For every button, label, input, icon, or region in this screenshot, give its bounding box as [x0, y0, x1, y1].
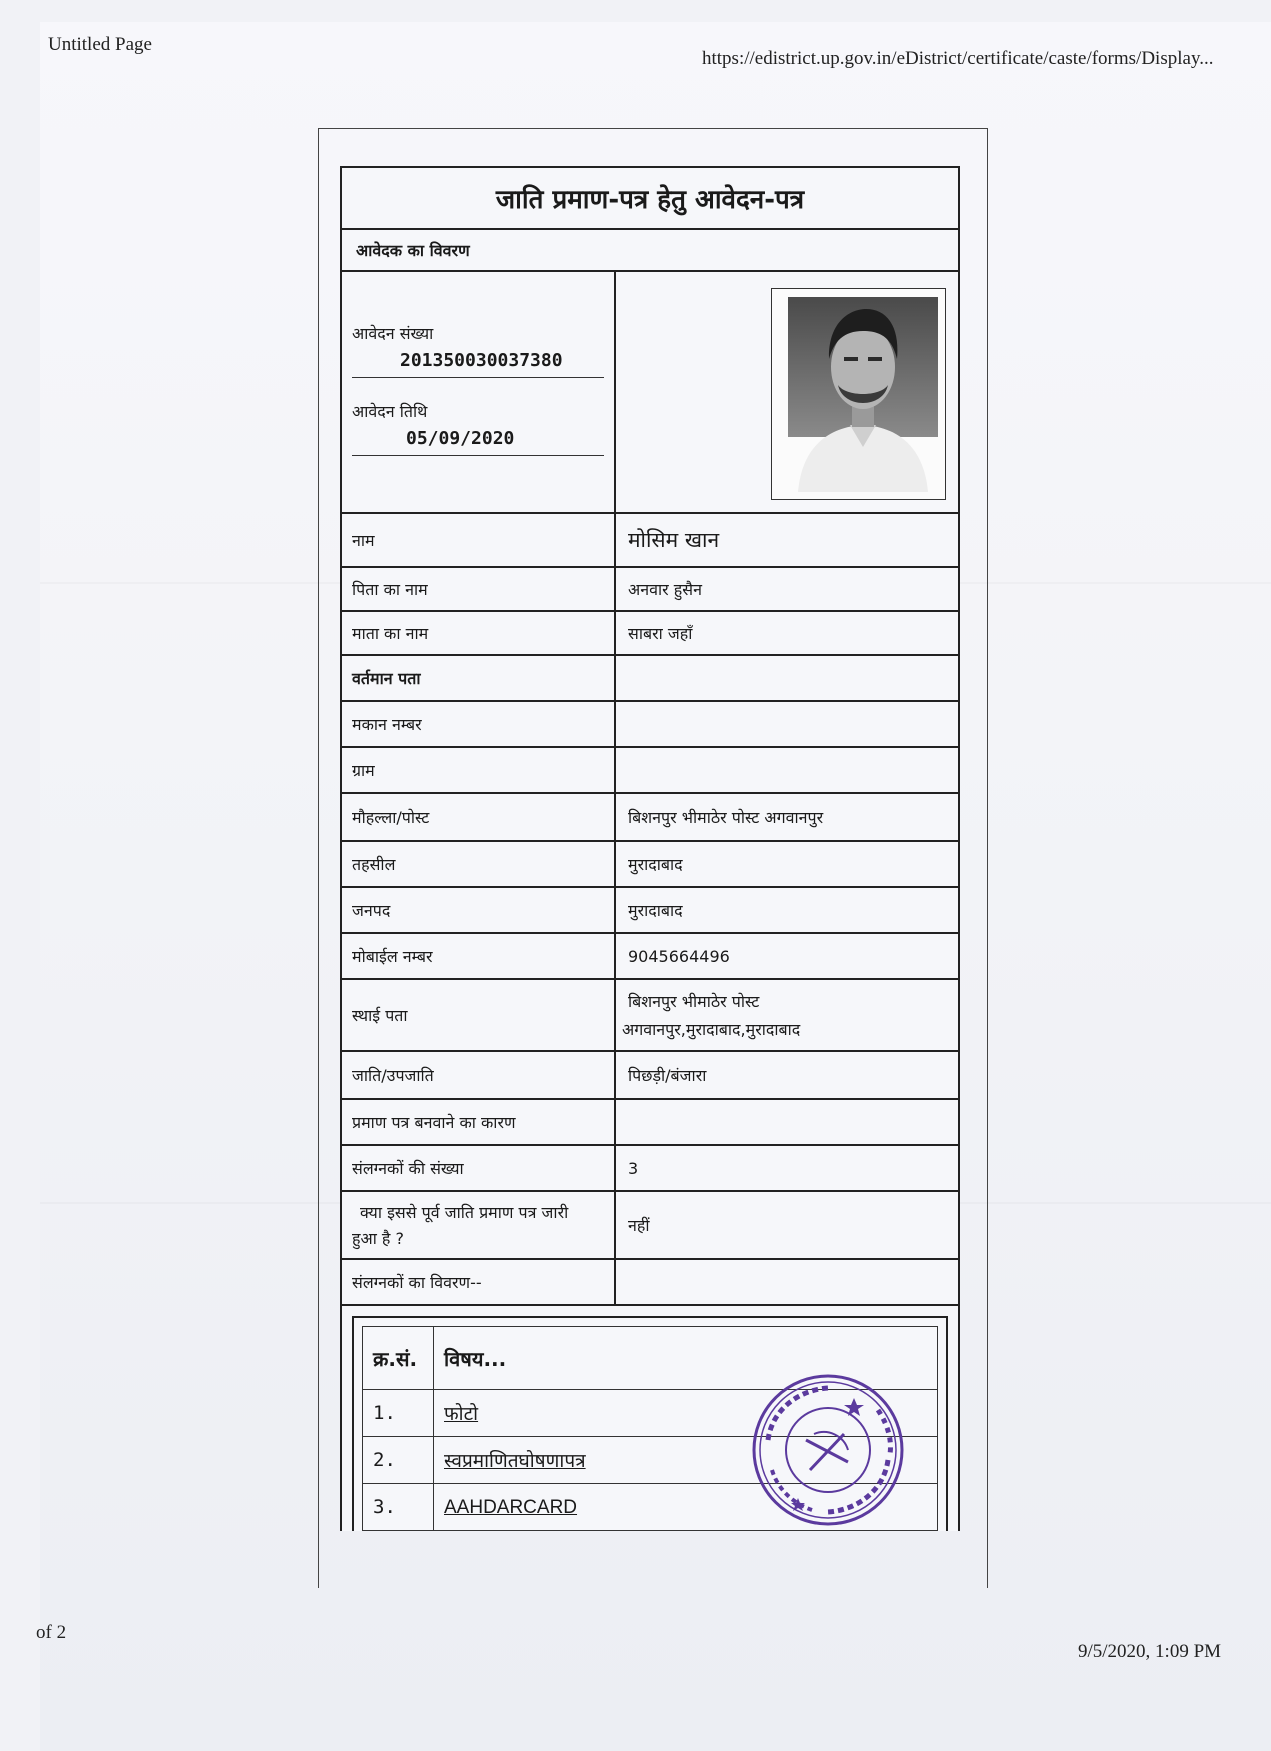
row-label: जाति/उपजाति: [342, 1052, 616, 1098]
row-reason: [342, 1100, 958, 1146]
application-number: 201350030037380: [352, 350, 604, 378]
row-label: मकान नम्बर: [342, 702, 616, 746]
row-value: 3: [628, 1158, 639, 1178]
row-house-number: [342, 702, 958, 748]
row-value-line: अगवानपुर,मुरादाबाद,मुरादाबाद: [622, 1020, 801, 1039]
row-value: बिशनपुर भीमाठेर पोस्ट अगवानपुर: [628, 808, 824, 827]
row-mother-name: [342, 612, 958, 656]
row-tehsil: [342, 842, 958, 888]
row-current-address: [342, 656, 958, 702]
row-label: नाम: [342, 514, 616, 566]
column-header-serial: क्र.सं.: [363, 1327, 434, 1390]
attachment-link-aadhaar[interactable]: AAHDARCARD: [444, 1496, 578, 1518]
attachment-serial: 1.: [363, 1390, 434, 1437]
row-value: [616, 748, 958, 792]
photo-cell: [616, 272, 958, 512]
browser-url: https://edistrict.up.gov.in/eDistrict/certificate/caste/forms/Display...: [702, 48, 1214, 69]
row-label: संलग्नकों की संख्या: [342, 1146, 616, 1190]
row-value: [616, 980, 958, 1050]
application-info-block: [342, 272, 958, 514]
application-number-label: आवेदन संख्या: [352, 324, 434, 343]
row-label-line: क्या इससे पूर्व जाति प्रमाण पत्र जारी: [360, 1203, 569, 1222]
row-label: प्रमाण पत्र बनवाने का कारण: [342, 1100, 616, 1144]
row-value: 9045664496: [628, 946, 730, 966]
row-district: [342, 888, 958, 934]
row-label: तहसील: [342, 842, 616, 886]
row-value-line: बिशनपुर भीमाठेर पोस्ट: [628, 992, 760, 1011]
row-value: [616, 656, 958, 700]
attachment-serial: 2.: [363, 1437, 434, 1484]
row-permanent-address: [342, 980, 958, 1052]
application-date-label: आवेदन तिथि: [352, 402, 428, 421]
official-stamp: [748, 1370, 908, 1530]
column-header-subject: विषय...: [434, 1327, 938, 1390]
row-value: पिछड़ी/बंजारा: [628, 1066, 707, 1085]
row-value: मुरादाबाद: [628, 901, 683, 920]
row-attachment-details: [342, 1260, 958, 1306]
row-label: [342, 1192, 616, 1258]
row-previous-certificate: [342, 1192, 958, 1260]
page-count: of 2: [36, 1622, 67, 1643]
caste-certificate-form: [340, 166, 960, 1531]
attachments-box: [352, 1316, 948, 1531]
print-timestamp: 9/5/2020, 1:09 PM: [1078, 1641, 1222, 1662]
row-label: पिता का नाम: [342, 568, 616, 610]
browser-page-title: Untitled Page: [48, 34, 152, 55]
row-value: [616, 702, 958, 746]
form-title: जाति प्रमाण-पत्र हेतु आवेदन-पत्र: [342, 168, 958, 230]
applicant-photo: [788, 297, 938, 492]
row-value: [616, 1100, 958, 1144]
row-label: मोबाईल नम्बर: [342, 934, 616, 978]
row-label: स्थाई पता: [342, 980, 616, 1050]
row-value: [616, 1260, 958, 1304]
row-label: संलग्नकों का विवरण--: [342, 1260, 616, 1304]
row-father-name: [342, 568, 958, 612]
row-value: मुरादाबाद: [628, 855, 683, 874]
row-label: मौहल्ला/पोस्ट: [342, 794, 616, 840]
row-label: माता का नाम: [342, 612, 616, 654]
row-name: [342, 514, 958, 568]
row-label: जनपद: [342, 888, 616, 932]
application-date: 05/09/2020: [352, 428, 604, 456]
row-label-line: हुआ है ?: [352, 1229, 405, 1248]
row-mobile-number: [342, 934, 958, 980]
attachment-link-photo[interactable]: फोटो: [444, 1403, 479, 1425]
row-attachment-count: [342, 1146, 958, 1192]
applicant-photo-frame: [771, 288, 946, 500]
attachments-section: [342, 1306, 958, 1531]
row-value: अनवार हुसैन: [628, 580, 702, 599]
attachment-serial: 3.: [363, 1484, 434, 1531]
section-heading: आवेदक का विवरण: [342, 230, 958, 272]
attachment-link-self-declaration[interactable]: स्वप्रमाणितघोषणापत्र: [444, 1450, 586, 1472]
row-caste: [342, 1052, 958, 1100]
row-value: नहीं: [628, 1216, 650, 1235]
row-label: वर्तमान पता: [342, 656, 616, 700]
row-value: मोसिम खान: [628, 528, 720, 552]
row-village: [342, 748, 958, 794]
row-locality-post: [342, 794, 958, 842]
application-details: [342, 272, 616, 512]
row-label: ग्राम: [342, 748, 616, 792]
row-value: साबरा जहाँ: [628, 624, 693, 643]
